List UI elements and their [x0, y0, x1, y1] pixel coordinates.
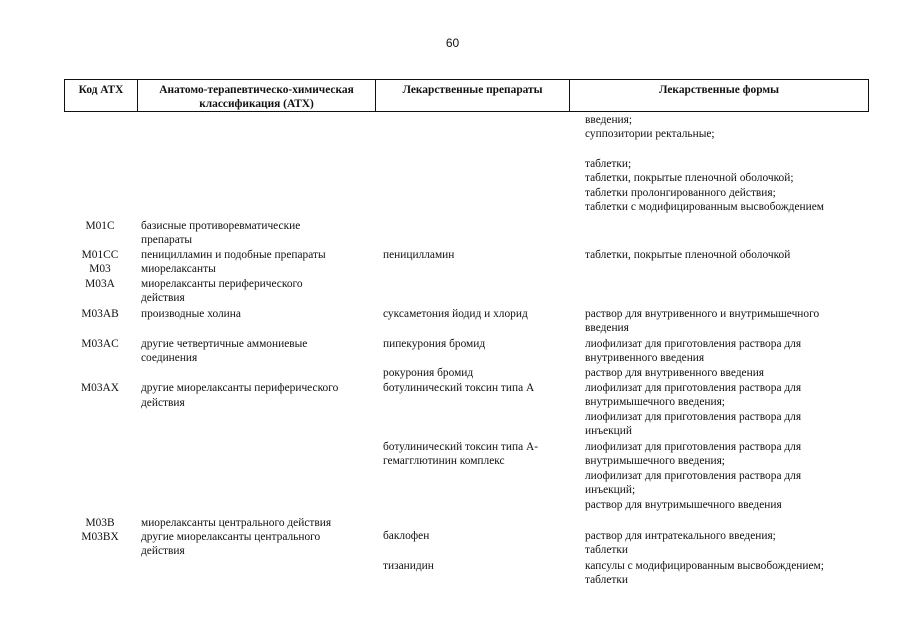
form-line: капсулы с модифицированным высвобождением; — [585, 560, 824, 572]
form-line: раствор для внутривенного введения — [585, 367, 765, 379]
drug-name: ботулинический токсин типа А- — [383, 441, 538, 453]
form-line: введения; — [585, 114, 633, 126]
classification-text: соединения — [141, 352, 198, 364]
form-line: лиофилизат для приготовления раствора для — [585, 411, 802, 423]
atc-code: M03BX — [81, 531, 119, 543]
form-line: таблетки; — [585, 158, 632, 170]
form-line: инъекций; — [585, 484, 636, 496]
form-line: раствор для внутривенного и внутримышечного — [585, 308, 820, 320]
header-forms: Лекарственные формы — [569, 80, 868, 111]
atc-code: M01C — [85, 220, 115, 232]
classification-text: миорелаксанты центрального действия — [141, 517, 332, 529]
form-line: введения — [585, 322, 629, 334]
classification-text: миорелаксанты — [141, 263, 216, 275]
header-drugs: Лекарственные препараты — [375, 80, 569, 111]
table-header — [64, 79, 869, 112]
drug-name: тизанидин — [383, 560, 434, 572]
form-line: лиофилизат для приготовления раствора для — [585, 338, 802, 350]
drug-name: гемагглютинин комплекс — [383, 455, 505, 467]
form-line: таблетки, покрытые пленочной оболочкой; — [585, 172, 794, 184]
atc-code: M01CC — [81, 249, 119, 261]
drug-name: рокурония бромид — [383, 367, 474, 379]
classification-text: другие миорелаксанты центрального — [141, 531, 321, 543]
classification-text: действия — [141, 292, 185, 304]
atc-code: M03 — [89, 263, 111, 275]
form-line: внутривенного введения — [585, 352, 705, 364]
form-line: таблетки — [585, 544, 629, 556]
drug-name: баклофен — [383, 530, 430, 542]
form-line: раствор для внутримышечного введения — [585, 499, 782, 511]
header-code: Код АТХ — [78, 84, 124, 96]
form-line: инъекций — [585, 425, 632, 437]
atc-code: M03AX — [81, 382, 119, 394]
classification-text: действия — [141, 397, 185, 409]
form-line: лиофилизат для приготовления раствора для — [585, 382, 802, 394]
classification-text: производные холина — [141, 308, 241, 320]
atc-code: M03AB — [81, 308, 119, 320]
classification-text: препараты — [141, 234, 193, 246]
drug-name: пипекурония бромид — [383, 338, 486, 350]
form-line: лиофилизат для приготовления раствора для — [585, 470, 802, 482]
drug-name: пеницилламин — [383, 249, 455, 261]
page-number: 60 — [445, 36, 460, 50]
form-line: таблетки, покрытые пленочной оболочкой — [585, 249, 791, 261]
drug-name: суксаметония йодид и хлорид — [383, 308, 528, 320]
classification-text: другие четвертичные аммониевые — [141, 338, 308, 350]
form-line: таблетки пролонгированного действия; — [585, 187, 776, 199]
drug-name: ботулинический токсин типа А — [383, 382, 535, 394]
form-line: таблетки с модифицированным высвобождением — [585, 201, 824, 213]
atc-code: M03A — [85, 278, 115, 290]
form-line: лиофилизат для приготовления раствора для — [585, 441, 802, 453]
form-line: раствор для интратекального введения; — [585, 530, 776, 542]
form-line: внутримышечного введения; — [585, 455, 725, 467]
classification-text: другие миорелаксанты периферического — [141, 382, 339, 394]
classification-text: действия — [141, 545, 185, 557]
classification-text: базисные противоревматические — [141, 220, 301, 232]
form-line: таблетки — [585, 574, 629, 586]
atc-code: M03AC — [81, 338, 119, 350]
header-classification: Анатомо-терапевтическо-химическая классификация (АТХ) — [137, 80, 375, 111]
atc-code: M03B — [85, 517, 115, 529]
classification-text: миорелаксанты периферического — [141, 278, 303, 290]
form-line: суппозитории ректальные; — [585, 128, 715, 140]
classification-text: пеницилламин и подобные препараты — [141, 249, 326, 261]
form-line: внутримышечного введения; — [585, 396, 725, 408]
